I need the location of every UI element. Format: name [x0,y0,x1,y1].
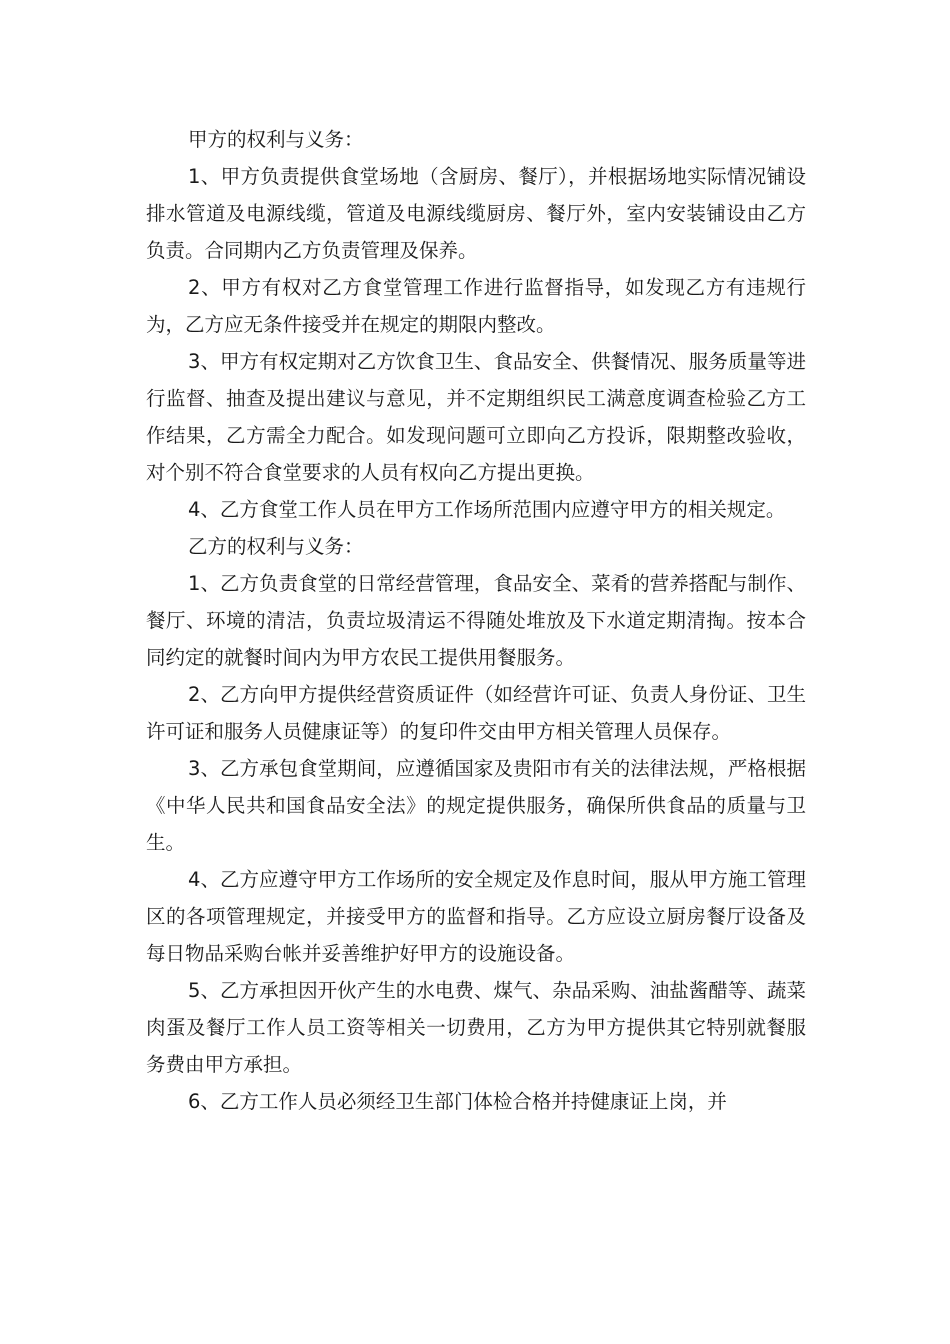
paragraph-b-4: 4、乙方应遵守甲方工作场所的安全规定及作息时间，服从甲方施工管理区的各项管理规定，并接受甲方的监督和指导。乙方应设立厨房餐厅设备及每日物品采购台帐并妥善维护好甲方的设施设备。 [146,868,806,965]
document-body [146,121,806,1120]
paragraph-a-3: 3、甲方有权定期对乙方饮食卫生、食品安全、供餐情况、服务质量等进行监督、抽查及提出建议与意见，并不定期组织民工满意度调查检验乙方工作结果，乙方需全力配合。如发现问题可立即向乙方投诉，限期整改验收，对个别不符合食堂要求的人员有权向乙方提出更换。 [146,350,806,484]
paragraph-b-1: 1、乙方负责食堂的日常经营管理，食品安全、菜肴的营养搭配与制作、餐厅、环境的清洁，负责垃圾清运不得随处堆放及下水道定期清掏。按本合同约定的就餐时间内为甲方农民工提供用餐服务。 [146,572,806,669]
paragraph-b-2: 2、乙方向甲方提供经营资质证件（如经营许可证、负责人身份证、卫生许可证和服务人员健康证等）的复印件交由甲方相关管理人员保存。 [146,683,806,743]
paragraph-b-6: 6、乙方工作人员必须经卫生部门体检合格并持健康证上岗，并 [188,1090,727,1113]
paragraph-a-1: 1、甲方负责提供食堂场地（含厨房、餐厅），并根据场地实际情况铺设排水管道及电源线缆，管道及电源线缆厨房、餐厅外，室内安装铺设由乙方负责。合同期内乙方负责管理及保养。 [146,165,806,262]
section-heading-party-b: 乙方的权利与义务： [188,535,364,558]
section-heading-party-a: 甲方的权利与义务： [188,128,364,151]
paragraph-a-2: 2、甲方有权对乙方食堂管理工作进行监督指导，如发现乙方有违规行为，乙方应无条件接受并在规定的期限内整改。 [146,276,806,336]
paragraph-a-4: 4、乙方食堂工作人员在甲方工作场所范围内应遵守甲方的相关规定。 [188,498,786,521]
paragraph-b-5: 5、乙方承担因开伙产生的水电费、煤气、杂品采购、油盐酱醋等、蔬菜肉蛋及餐厅工作人员工资等相关一切费用，乙方为甲方提供其它特别就餐服务费由甲方承担。 [146,979,806,1076]
paragraph-b-3: 3、乙方承包食堂期间，应遵循国家及贵阳市有关的法律法规，严格根据《中华人民共和国食品安全法》的规定提供服务，确保所供食品的质量与卫生。 [146,757,806,854]
